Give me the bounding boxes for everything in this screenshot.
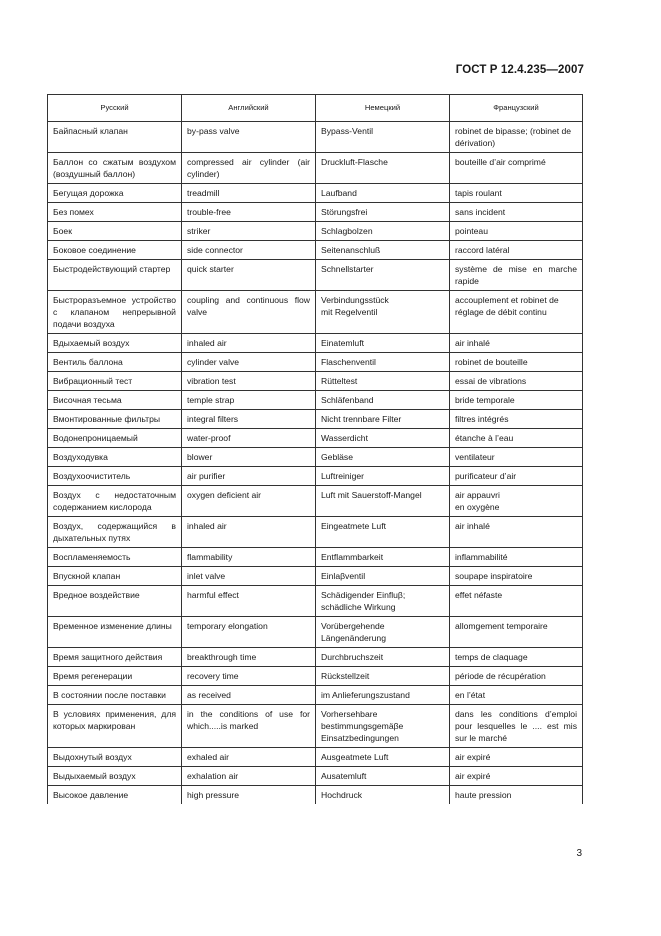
cell-french: bride temporale [450,391,583,410]
table-row [48,567,583,586]
terms-table-body [48,122,583,805]
cell-german: Luftreiniger [316,467,450,486]
table-row [48,667,583,686]
cell-french: tapis roulant [450,184,583,203]
cell-french: système de mise en marche rapide [450,260,583,291]
cell-french: accouplement et robinet de réglage de débit continu [450,291,583,334]
cell-german: Nicht trennbare Filter [316,410,450,429]
table-row [48,448,583,467]
cell-french: pointeau [450,222,583,241]
cell-french: essai de vibrations [450,372,583,391]
cell-russian: Воздухоочиститель [48,467,182,486]
table-row [48,291,583,334]
table-row [48,586,583,617]
cell-english: side connector [182,241,316,260]
cell-russian: Выдохнутый воздух [48,748,182,767]
cell-english: in the conditions of use for which.....is marked [182,705,316,748]
column-header-french: Французский [450,95,583,122]
cell-english: as received [182,686,316,705]
cell-french: bouteille d’air comprimé [450,153,583,184]
cell-russian: Быстродействующий стартер [48,260,182,291]
cell-russian: Время регенерации [48,667,182,686]
cell-english: cylinder valve [182,353,316,372]
cell-english: water-proof [182,429,316,448]
cell-english: high pressure [182,786,316,805]
table-row [48,353,583,372]
cell-russian: Боковое соединение [48,241,182,260]
cell-russian: В состоянии после поставки [48,686,182,705]
cell-russian: Без помех [48,203,182,222]
cell-french: en l’état [450,686,583,705]
cell-russian: Вредное воздействие [48,586,182,617]
cell-german: Schädigender Einfluβ; schädliche Wirkung [316,586,450,617]
cell-german: Schläfenband [316,391,450,410]
table-row [48,410,583,429]
cell-english: temporary elongation [182,617,316,648]
cell-french: raccord latéral [450,241,583,260]
cell-english: inhaled air [182,517,316,548]
cell-russian: Вдыхаемый воздух [48,334,182,353]
cell-german: Hochdruck [316,786,450,805]
table-row [48,429,583,448]
column-header-german: Немецкий [316,95,450,122]
cell-french: période de récupération [450,667,583,686]
cell-german: Schlagbolzen [316,222,450,241]
cell-french: haute pression [450,786,583,805]
cell-english: treadmill [182,184,316,203]
cell-russian: Баллон со сжатым воздухом (воздушный баллон) [48,153,182,184]
table-row [48,467,583,486]
table-row [48,617,583,648]
cell-french: air appauvri en oxygène [450,486,583,517]
cell-german: Bypass-Ventil [316,122,450,153]
cell-german: Flaschenventil [316,353,450,372]
cell-french: dans les conditions d’emploi pour lesquelles le .... est mis sur le marché [450,705,583,748]
cell-french: ventilateur [450,448,583,467]
table-row [48,705,583,748]
table-row [48,122,583,153]
cell-russian: Водонепроницаемый [48,429,182,448]
cell-russian: Вентиль баллона [48,353,182,372]
cell-english: exhalation air [182,767,316,786]
cell-german: Entflammbarkeit [316,548,450,567]
cell-french: air inhalé [450,517,583,548]
table-row [48,391,583,410]
cell-german: Einlaβventil [316,567,450,586]
table-row [48,153,583,184]
cell-german: Rückstellzeit [316,667,450,686]
cell-english: integral filters [182,410,316,429]
cell-russian: Бегущая дорожка [48,184,182,203]
cell-english: compressed air cylinder (air cylinder) [182,153,316,184]
cell-english: recovery time [182,667,316,686]
cell-english: striker [182,222,316,241]
table-row [48,222,583,241]
table-row [48,648,583,667]
cell-french: temps de claquage [450,648,583,667]
cell-russian: В условиях применения, для которых маркирован [48,705,182,748]
cell-english: trouble-free [182,203,316,222]
table-row [48,203,583,222]
table-row [48,241,583,260]
cell-german: Verbindungsstück mit Regelventil [316,291,450,334]
table-row [48,334,583,353]
cell-german: Wasserdicht [316,429,450,448]
cell-russian: Вмонтированные фильтры [48,410,182,429]
table-row [48,767,583,786]
cell-russian: Вибрационный тест [48,372,182,391]
cell-german: im Anlieferungszustand [316,686,450,705]
cell-english: air purifier [182,467,316,486]
cell-german: Luft mit Sauerstoff-Mangel [316,486,450,517]
cell-russian: Боек [48,222,182,241]
cell-german: Einatemluft [316,334,450,353]
cell-russian: Височная тесьма [48,391,182,410]
cell-french: effet néfaste [450,586,583,617]
cell-russian: Время защитного действия [48,648,182,667]
cell-english: blower [182,448,316,467]
cell-french: air expiré [450,767,583,786]
cell-german: Ausgeatmete Luft [316,748,450,767]
cell-french: robinet de bouteille [450,353,583,372]
cell-german: Seitenanschluß [316,241,450,260]
table-row [48,184,583,203]
terms-table [47,94,583,804]
cell-french: robinet de bipasse; (robinet de dérivation) [450,122,583,153]
cell-french: sans incident [450,203,583,222]
cell-german: Rütteltest [316,372,450,391]
cell-french: air inhalé [450,334,583,353]
cell-german: Schnellstarter [316,260,450,291]
cell-french: filtres intégrés [450,410,583,429]
cell-french: allomgement temporaire [450,617,583,648]
cell-russian: Воздуходувка [48,448,182,467]
cell-russian: Высокое давление [48,786,182,805]
cell-english: oxygen deficient air [182,486,316,517]
cell-german: Druckluft-Flasche [316,153,450,184]
column-header-russian: Русский [48,95,182,122]
cell-russian: Временное изменение длины [48,617,182,648]
cell-russian: Выдыхаемый воздух [48,767,182,786]
cell-german: Vorhersehbare bestimmungsgemäβe Einsatzbedingungen [316,705,450,748]
cell-english: by-pass valve [182,122,316,153]
table-row [48,517,583,548]
column-header-english: Английский [182,95,316,122]
table-row [48,486,583,517]
cell-russian: Впускной клапан [48,567,182,586]
table-row [48,548,583,567]
cell-english: inlet valve [182,567,316,586]
cell-french: air expiré [450,748,583,767]
cell-english: breakthrough time [182,648,316,667]
cell-german: Ausatemluft [316,767,450,786]
cell-english: temple strap [182,391,316,410]
cell-french: purificateur d’air [450,467,583,486]
cell-russian: Воспламеняемость [48,548,182,567]
table-row [48,786,583,805]
page-number: 3 [576,848,582,859]
cell-german: Eingeatmete Luft [316,517,450,548]
cell-russian: Воздух, содержащийся в дыхательных путях [48,517,182,548]
cell-english: vibration test [182,372,316,391]
cell-french: étanche à l’eau [450,429,583,448]
table-row [48,748,583,767]
cell-german: Störungsfrei [316,203,450,222]
cell-english: inhaled air [182,334,316,353]
table-header-row [48,95,583,122]
cell-russian: Воздух с недостаточным содержанием кислорода [48,486,182,517]
cell-german: Gebläse [316,448,450,467]
cell-russian: Байпасный клапан [48,122,182,153]
standard-designation: ГОСТ Р 12.4.235—2007 [455,64,584,76]
cell-russian: Быстроразъемное устройство с клапаном непрерывной подачи воздуха [48,291,182,334]
cell-french: inflammabilité [450,548,583,567]
cell-german: Vorübergehende Längenänderung [316,617,450,648]
cell-english: coupling and continuous flow valve [182,291,316,334]
cell-german: Laufband [316,184,450,203]
cell-english: exhaled air [182,748,316,767]
table-row [48,260,583,291]
table-row [48,372,583,391]
cell-french: soupape inspiratoire [450,567,583,586]
cell-english: harmful effect [182,586,316,617]
cell-german: Durchbruchszeit [316,648,450,667]
table-row [48,686,583,705]
cell-english: flammability [182,548,316,567]
cell-english: quick starter [182,260,316,291]
